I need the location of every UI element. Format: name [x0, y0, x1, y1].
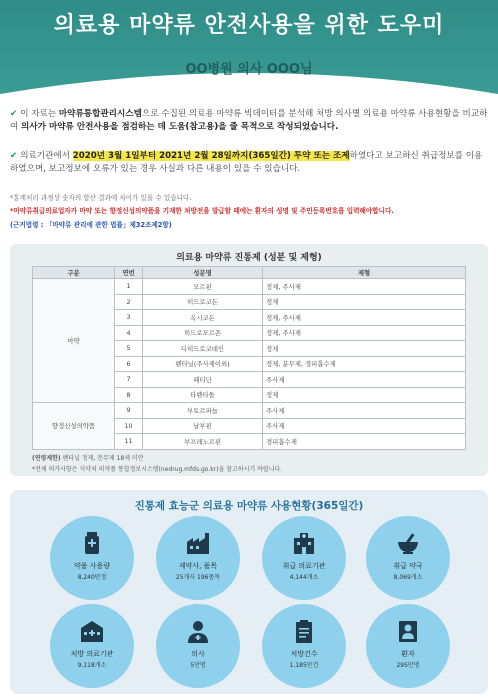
check-icon: ✔	[10, 109, 18, 119]
period-highlight: 2020년 3월 1일부터 2021년 2월 28일까지(365일간) 투약 또는 조제	[72, 151, 350, 161]
table-row: 11 부프레노르핀 경피흡수제	[33, 434, 466, 450]
table-row: 8 타펜타돌 정제	[33, 387, 466, 403]
header-number: 연번	[115, 267, 143, 279]
page-title: 의료용 마약류 안전사용을 위한 도우미	[53, 13, 445, 38]
note-statistics: *통계처리 과정상 숫자의 합산 결과에 차이가 있을 수 있습니다.	[10, 194, 192, 202]
reference-note: *전체 허가사항은 식약처 의약품 통합정보시스템(nedrug.mfds.go.kr)을 참고하시기 바랍니다.	[32, 466, 283, 473]
stat-prescribing-institutions: 처방 의료기관 9,118개소	[50, 604, 134, 688]
group-psychotropic: 향정신성의약품	[33, 403, 115, 450]
table-row: 3 옥시코돈 정제, 주사제	[33, 310, 466, 326]
stat-pharma-companies: 제약사, 품목 25개사 196품목	[156, 516, 240, 600]
table-header-row	[33, 267, 466, 279]
header-ingredient: 성분명	[143, 267, 263, 279]
factory-icon	[185, 530, 211, 556]
patient-icon	[395, 618, 421, 644]
stat-handling-institutions: 취급 의료기관 4,144개소	[262, 516, 346, 600]
hospital-icon	[291, 530, 317, 556]
check-icon: ✔	[10, 151, 18, 161]
usage-stats-card	[10, 490, 488, 694]
doctor-name: OO병원 의사 OOO님	[185, 62, 313, 77]
table-title: 의료용 마약류 진통제 (성분 및 제형)	[176, 253, 322, 263]
table-row: 4 히드로모르폰 정제, 주사제	[33, 325, 466, 341]
stat-drug-usage: 약품 사용량 8,240만정	[50, 516, 134, 600]
stat-doctors: 의사 5만명	[156, 604, 240, 688]
stats-title: 진통제 효능군 의료용 마약류 사용현황(365일간)	[134, 500, 364, 512]
drug-table-card	[10, 244, 488, 476]
pill-bottle-icon	[79, 530, 105, 556]
drug-table	[32, 266, 466, 450]
table-row: 10 날부핀 주사제	[33, 418, 466, 434]
table-row: 5 디히드로코데인 정제	[33, 341, 466, 357]
clipboard-icon	[291, 618, 317, 644]
note-law: (근거법령 : 「마약류 관리에 관한 법률」제32조제2항)	[10, 221, 172, 229]
table-row: 2 히드로코돈 정제	[33, 294, 466, 310]
table-row: 마약 1 모르핀 정제, 주사제	[33, 279, 466, 295]
header-category: 구분	[33, 267, 115, 279]
note-prescription: *마약류취급의료업자가 마약 또는 향정신성의약품을 기재한 처방전을 발급할 때에는 환자의 성명 및 주민등록번호를 입력해야합니다.	[10, 207, 394, 215]
mortar-icon	[395, 530, 421, 556]
doctor-icon	[185, 618, 211, 644]
clinic-icon	[79, 618, 105, 644]
stat-prescriptions: 처방건수 1,185만건	[262, 604, 346, 688]
table-row: 7 페티딘 주사제	[33, 372, 466, 388]
header-form: 제형	[263, 267, 466, 279]
intro-paragraph-2: ✔ 의료기관에서 2020년 3월 1일부터 2021년 2월 28일까지(365일간) 투약 또는 조제하였다고 보고하신 취급정보를 이용하였으며, 보고정보에 오류가 있는 경우 사실과 다른 내용이 있을 수 있습니다.	[10, 151, 483, 174]
stat-pharmacies: 취급 약국 8,069개소	[366, 516, 450, 600]
table-row: 6 펜타닐(주사제이외) 정제, 분무제, 경피흡수제	[33, 356, 466, 372]
table-row: 향정신성의약품 9 부토르파놀 주사제	[33, 403, 466, 419]
age-limit-note: (연령제한) 펜타닐 정제, 분무제 18세 미만	[32, 455, 144, 462]
stat-patients: 환자 295만명	[366, 604, 450, 688]
intro-paragraph-1: ✔ 이 자료는 마약류통합관리시스템으로 수집된 의료용 마약류 빅데이터를 분석해 처방 의사별 의료용 마약류 사용현황을 비교하여 의사가 마약류 안전사용을 점검하는 데 도움(참고용)을 줄 목적으로 작성되었습니다.	[10, 109, 488, 132]
group-narcotic: 마약	[33, 279, 115, 403]
